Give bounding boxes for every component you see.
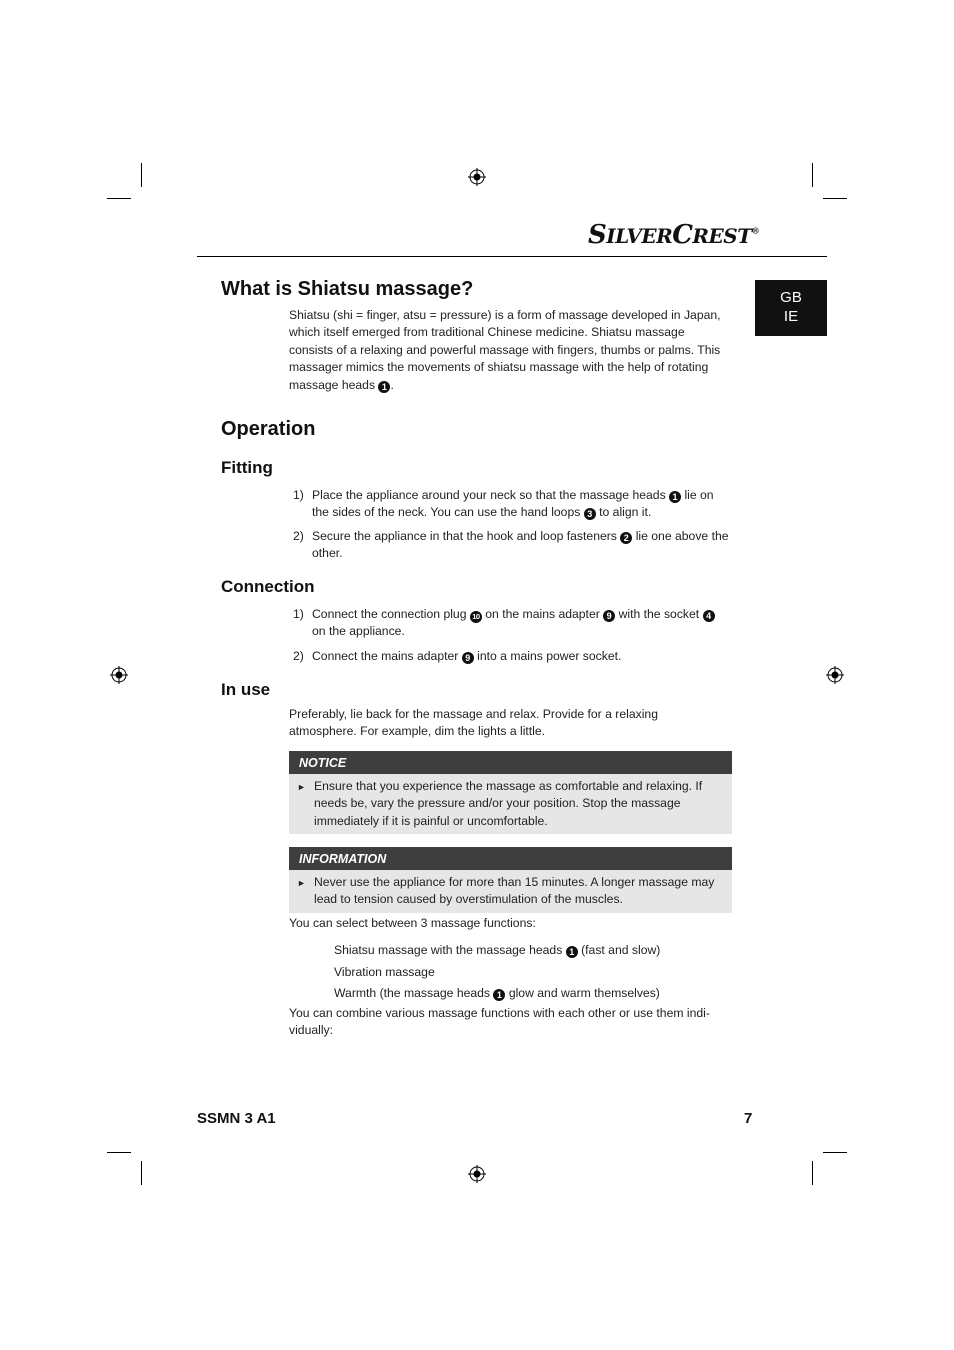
subsection-title: Fitting xyxy=(221,458,273,477)
arrow-right-icon: ► xyxy=(297,782,306,792)
crop-mark xyxy=(812,163,813,187)
crop-mark xyxy=(107,198,131,199)
list-item: 1) Connect the connection plug 10 on the mains adapter 9 with the socket 4 on the appliance. xyxy=(293,606,729,641)
subsection-title: In use xyxy=(221,680,271,699)
list-item: 1) Place the appliance around your neck so that the massage heads 1 lie on the sides of the neck. You can use the hand loops 3 to align it. xyxy=(293,488,714,520)
registration-mark-icon xyxy=(110,666,128,684)
list-item: 2) Connect the mains adapter 9 into a mains power socket. xyxy=(293,649,622,663)
notice-box xyxy=(289,751,732,834)
language-tab xyxy=(755,280,827,336)
registration-mark-icon xyxy=(468,1165,486,1183)
crop-mark xyxy=(812,1161,813,1185)
information-box xyxy=(289,847,732,913)
page-title: Operation xyxy=(221,418,316,440)
notice-title: NOTICE xyxy=(289,751,732,774)
information-title: INFORMATION xyxy=(289,847,732,870)
header-rule xyxy=(197,256,827,257)
list-item: 2) Secure the appliance in that the hook and loop fasteners 2 lie one above the other. xyxy=(293,529,729,561)
notice-text: Ensure that you experience the massage as comfortable and relaxing. If needs be, vary the pressure and/or your position. Stop the massage immediately if it is painful or uncomfortable. xyxy=(314,779,703,828)
subsection-title: Connection xyxy=(221,577,315,596)
reference-number: 1 xyxy=(378,381,390,393)
brand-logo: SILVERCREST® xyxy=(588,220,760,250)
model-number: SSMN 3 A1 xyxy=(197,1110,276,1127)
language-code: IE xyxy=(783,308,799,325)
information-text: Never use the appliance for more than 15 minutes. A longer massage may lead to tension caused by overstimulation of the muscles. xyxy=(314,875,715,907)
function-item: Vibration massage xyxy=(334,965,435,979)
combine-paragraph: You can combine various massage functions with each other or use them indi-vidually: xyxy=(289,1006,710,1038)
crop-mark xyxy=(107,1152,131,1153)
page-number: 7 xyxy=(744,1110,753,1127)
function-item: Warmth (the massage heads 1 glow and warm themselves) xyxy=(334,986,660,1000)
shiatsu-paragraph: Shiatsu (shi = finger, atsu = pressure) is a form of massage developed in Japan, which itself emerged from traditional Chinese medicine. Shiatsu massage consists of a relaxing and powerful massage with fingers, thumbs or palms. This massager mimics the movements of shiatsu massage with the help of rotating massage heads 1 . xyxy=(289,308,721,392)
crop-mark xyxy=(823,198,847,199)
language-code: GB xyxy=(780,289,802,306)
registration-mark-icon xyxy=(826,666,844,684)
crop-mark xyxy=(141,163,142,187)
function-item: Shiatsu massage with the massage heads 1 (fast and slow) xyxy=(334,943,661,957)
arrow-right-icon: ► xyxy=(297,878,306,888)
registration-mark-icon xyxy=(468,168,486,186)
section-title: What is Shiatsu massage? xyxy=(221,278,474,300)
functions-intro: You can select between 3 massage functions: xyxy=(289,916,536,930)
crop-mark xyxy=(823,1152,847,1153)
in-use-paragraph: Preferably, lie back for the massage and relax. Provide for a relaxing atmosphere. For example, dim the lights a little. xyxy=(289,707,658,739)
crop-mark xyxy=(141,1161,142,1185)
